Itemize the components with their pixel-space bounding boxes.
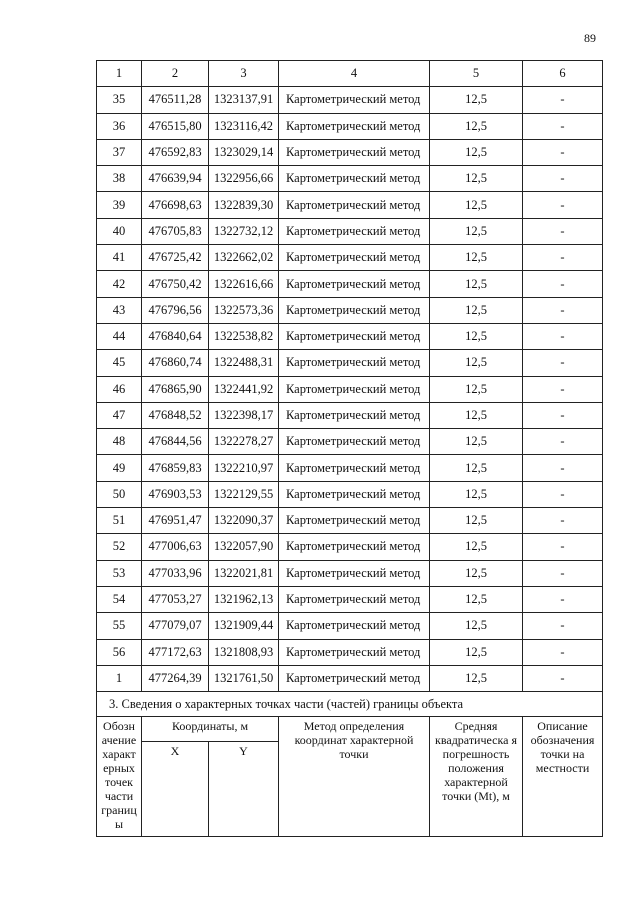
description-cell: -: [523, 665, 603, 691]
y-coordinate-cell: 1322839,30: [209, 192, 279, 218]
accuracy-cell: 12,5: [430, 665, 523, 691]
x-coordinate-cell: 477053,27: [142, 586, 209, 612]
method-cell: Картометрический метод: [279, 113, 430, 139]
table-row: [97, 166, 603, 192]
accuracy-cell: 12,5: [430, 429, 523, 455]
table-row: [97, 113, 603, 139]
table-row: [97, 560, 603, 586]
x-coordinate-cell: 476698,63: [142, 192, 209, 218]
description-cell: -: [523, 586, 603, 612]
table-row: [97, 350, 603, 376]
column-number: 3: [209, 61, 279, 87]
y-coordinate-cell: 1322021,81: [209, 560, 279, 586]
description-cell: -: [523, 376, 603, 402]
y-coordinate-cell: 1322441,92: [209, 376, 279, 402]
column-number: 2: [142, 61, 209, 87]
point-number-cell: 39: [97, 192, 142, 218]
x-coordinate-cell: 476951,47: [142, 508, 209, 534]
column-number: 6: [523, 61, 603, 87]
table-row: [97, 218, 603, 244]
accuracy-cell: 12,5: [430, 639, 523, 665]
x-coordinate-cell: 476848,52: [142, 402, 209, 428]
x-coordinate-cell: 476592,83: [142, 139, 209, 165]
x-coordinate-cell: 477033,96: [142, 560, 209, 586]
point-number-cell: 44: [97, 323, 142, 349]
method-cell: Картометрический метод: [279, 429, 430, 455]
description-cell: -: [523, 534, 603, 560]
description-cell: -: [523, 560, 603, 586]
column-number: 1: [97, 61, 142, 87]
y-coordinate-cell: 1322278,27: [209, 429, 279, 455]
y-coordinate-cell: 1322129,55: [209, 481, 279, 507]
accuracy-cell: 12,5: [430, 402, 523, 428]
y-coordinate-cell: 1322538,82: [209, 323, 279, 349]
accuracy-cell: 12,5: [430, 560, 523, 586]
designation-header: Обозн ачение характ ерных точек части границ ы: [97, 717, 142, 837]
accuracy-cell: 12,5: [430, 218, 523, 244]
point-number-cell: 38: [97, 166, 142, 192]
accuracy-cell: 12,5: [430, 271, 523, 297]
point-number-cell: 45: [97, 350, 142, 376]
method-cell: Картометрический метод: [279, 560, 430, 586]
accuracy-cell: 12,5: [430, 613, 523, 639]
accuracy-cell: 12,5: [430, 534, 523, 560]
section3-title: 3. Сведения о характерных точках части (частей) границы объекта: [97, 692, 603, 717]
x-coordinate-cell: 476705,83: [142, 218, 209, 244]
point-number-cell: 40: [97, 218, 142, 244]
x-coordinate-cell: 476796,56: [142, 297, 209, 323]
y-coordinate-cell: 1323029,14: [209, 139, 279, 165]
accuracy-cell: 12,5: [430, 245, 523, 271]
method-header: Метод определения координат характерной точки: [279, 717, 430, 837]
description-cell: -: [523, 350, 603, 376]
description-cell: -: [523, 323, 603, 349]
method-cell: Картометрический метод: [279, 166, 430, 192]
accuracy-cell: 12,5: [430, 586, 523, 612]
table-row: [97, 613, 603, 639]
point-number-cell: 52: [97, 534, 142, 560]
accuracy-cell: 12,5: [430, 376, 523, 402]
column-number: 5: [430, 61, 523, 87]
table-row: [97, 192, 603, 218]
method-cell: Картометрический метод: [279, 218, 430, 244]
description-cell: -: [523, 481, 603, 507]
table-row: [97, 87, 603, 113]
description-cell: -: [523, 113, 603, 139]
table-row: [97, 245, 603, 271]
accuracy-cell: 12,5: [430, 323, 523, 349]
point-number-cell: 54: [97, 586, 142, 612]
section3-title-row: [97, 692, 603, 717]
method-cell: Картометрический метод: [279, 402, 430, 428]
method-cell: Картометрический метод: [279, 534, 430, 560]
method-cell: Картометрический метод: [279, 455, 430, 481]
method-cell: Картометрический метод: [279, 350, 430, 376]
table-row: [97, 508, 603, 534]
page-number: 89: [584, 31, 596, 45]
accuracy-cell: 12,5: [430, 166, 523, 192]
x-coordinate-cell: 476903,53: [142, 481, 209, 507]
table-row: [97, 429, 603, 455]
description-cell: -: [523, 87, 603, 113]
x-coordinate-cell: 477006,63: [142, 534, 209, 560]
table-row: [97, 402, 603, 428]
accuracy-cell: 12,5: [430, 113, 523, 139]
description-cell: -: [523, 139, 603, 165]
x-coordinate-cell: 476840,64: [142, 323, 209, 349]
x-coordinate-cell: 476515,80: [142, 113, 209, 139]
description-cell: -: [523, 429, 603, 455]
point-number-cell: 50: [97, 481, 142, 507]
description-cell: -: [523, 455, 603, 481]
description-header: Описание обозначения точки на местности: [523, 717, 603, 837]
point-number-cell: 49: [97, 455, 142, 481]
point-number-cell: 36: [97, 113, 142, 139]
point-number-cell: 51: [97, 508, 142, 534]
point-number-cell: 1: [97, 665, 142, 691]
table-row: [97, 455, 603, 481]
method-cell: Картометрический метод: [279, 376, 430, 402]
method-cell: Картометрический метод: [279, 665, 430, 691]
point-number-cell: 47: [97, 402, 142, 428]
table-row: [97, 665, 603, 691]
description-cell: -: [523, 297, 603, 323]
y-coordinate-cell: 1322488,31: [209, 350, 279, 376]
method-cell: Картометрический метод: [279, 586, 430, 612]
y-coordinate-cell: 1322616,66: [209, 271, 279, 297]
y-coordinate-cell: 1322210,97: [209, 455, 279, 481]
accuracy-header: Средняя квадратическа я погрешность положения характерной точки (Mt), м: [430, 717, 523, 837]
table-row: [97, 639, 603, 665]
y-coordinate-cell: 1321909,44: [209, 613, 279, 639]
description-cell: -: [523, 613, 603, 639]
accuracy-cell: 12,5: [430, 139, 523, 165]
description-cell: -: [523, 218, 603, 244]
description-cell: -: [523, 166, 603, 192]
table-row: [97, 481, 603, 507]
x-header: X: [142, 742, 209, 837]
y-coordinate-cell: 1322090,37: [209, 508, 279, 534]
accuracy-cell: 12,5: [430, 481, 523, 507]
y-coordinate-cell: 1321808,93: [209, 639, 279, 665]
accuracy-cell: 12,5: [430, 87, 523, 113]
y-header: Y: [209, 742, 279, 837]
description-cell: -: [523, 192, 603, 218]
y-coordinate-cell: 1323116,42: [209, 113, 279, 139]
accuracy-cell: 12,5: [430, 192, 523, 218]
description-cell: -: [523, 508, 603, 534]
accuracy-cell: 12,5: [430, 455, 523, 481]
method-cell: Картометрический метод: [279, 192, 430, 218]
description-cell: -: [523, 639, 603, 665]
point-number-cell: 41: [97, 245, 142, 271]
column-number: 4: [279, 61, 430, 87]
boundary-points-table: [96, 60, 603, 837]
table-row: [97, 139, 603, 165]
accuracy-cell: 12,5: [430, 297, 523, 323]
table-row: [97, 271, 603, 297]
description-cell: -: [523, 402, 603, 428]
point-number-cell: 37: [97, 139, 142, 165]
accuracy-cell: 12,5: [430, 508, 523, 534]
y-coordinate-cell: 1322057,90: [209, 534, 279, 560]
table-body: [97, 61, 603, 692]
method-cell: Картометрический метод: [279, 323, 430, 349]
method-cell: Картометрический метод: [279, 481, 430, 507]
y-coordinate-cell: 1321962,13: [209, 586, 279, 612]
x-coordinate-cell: 476860,74: [142, 350, 209, 376]
x-coordinate-cell: 477172,63: [142, 639, 209, 665]
x-coordinate-cell: 476859,83: [142, 455, 209, 481]
method-cell: Картометрический метод: [279, 139, 430, 165]
point-number-cell: 35: [97, 87, 142, 113]
point-number-cell: 56: [97, 639, 142, 665]
description-cell: -: [523, 245, 603, 271]
section3-header-row: [97, 717, 603, 742]
method-cell: Картометрический метод: [279, 245, 430, 271]
y-coordinate-cell: 1322662,02: [209, 245, 279, 271]
table-row: [97, 297, 603, 323]
accuracy-cell: 12,5: [430, 350, 523, 376]
method-cell: Картометрический метод: [279, 271, 430, 297]
y-coordinate-cell: 1322732,12: [209, 218, 279, 244]
point-number-cell: 48: [97, 429, 142, 455]
section3-block: [97, 692, 603, 837]
point-number-cell: 55: [97, 613, 142, 639]
x-coordinate-cell: 477264,39: [142, 665, 209, 691]
x-coordinate-cell: 476750,42: [142, 271, 209, 297]
x-coordinate-cell: 476844,56: [142, 429, 209, 455]
method-cell: Картометрический метод: [279, 508, 430, 534]
table-row: [97, 586, 603, 612]
y-coordinate-cell: 1323137,91: [209, 87, 279, 113]
y-coordinate-cell: 1322573,36: [209, 297, 279, 323]
x-coordinate-cell: 476865,90: [142, 376, 209, 402]
x-coordinate-cell: 477079,07: [142, 613, 209, 639]
description-cell: -: [523, 271, 603, 297]
method-cell: Картометрический метод: [279, 87, 430, 113]
table-row: [97, 323, 603, 349]
method-cell: Картометрический метод: [279, 297, 430, 323]
y-coordinate-cell: 1322398,17: [209, 402, 279, 428]
coordinates-header: Координаты, м: [142, 717, 279, 742]
point-number-cell: 53: [97, 560, 142, 586]
column-number-row: [97, 61, 603, 87]
y-coordinate-cell: 1321761,50: [209, 665, 279, 691]
method-cell: Картометрический метод: [279, 613, 430, 639]
x-coordinate-cell: 476725,42: [142, 245, 209, 271]
table-row: [97, 376, 603, 402]
y-coordinate-cell: 1322956,66: [209, 166, 279, 192]
method-cell: Картометрический метод: [279, 639, 430, 665]
table-row: [97, 534, 603, 560]
point-number-cell: 43: [97, 297, 142, 323]
point-number-cell: 42: [97, 271, 142, 297]
point-number-cell: 46: [97, 376, 142, 402]
x-coordinate-cell: 476639,94: [142, 166, 209, 192]
x-coordinate-cell: 476511,28: [142, 87, 209, 113]
